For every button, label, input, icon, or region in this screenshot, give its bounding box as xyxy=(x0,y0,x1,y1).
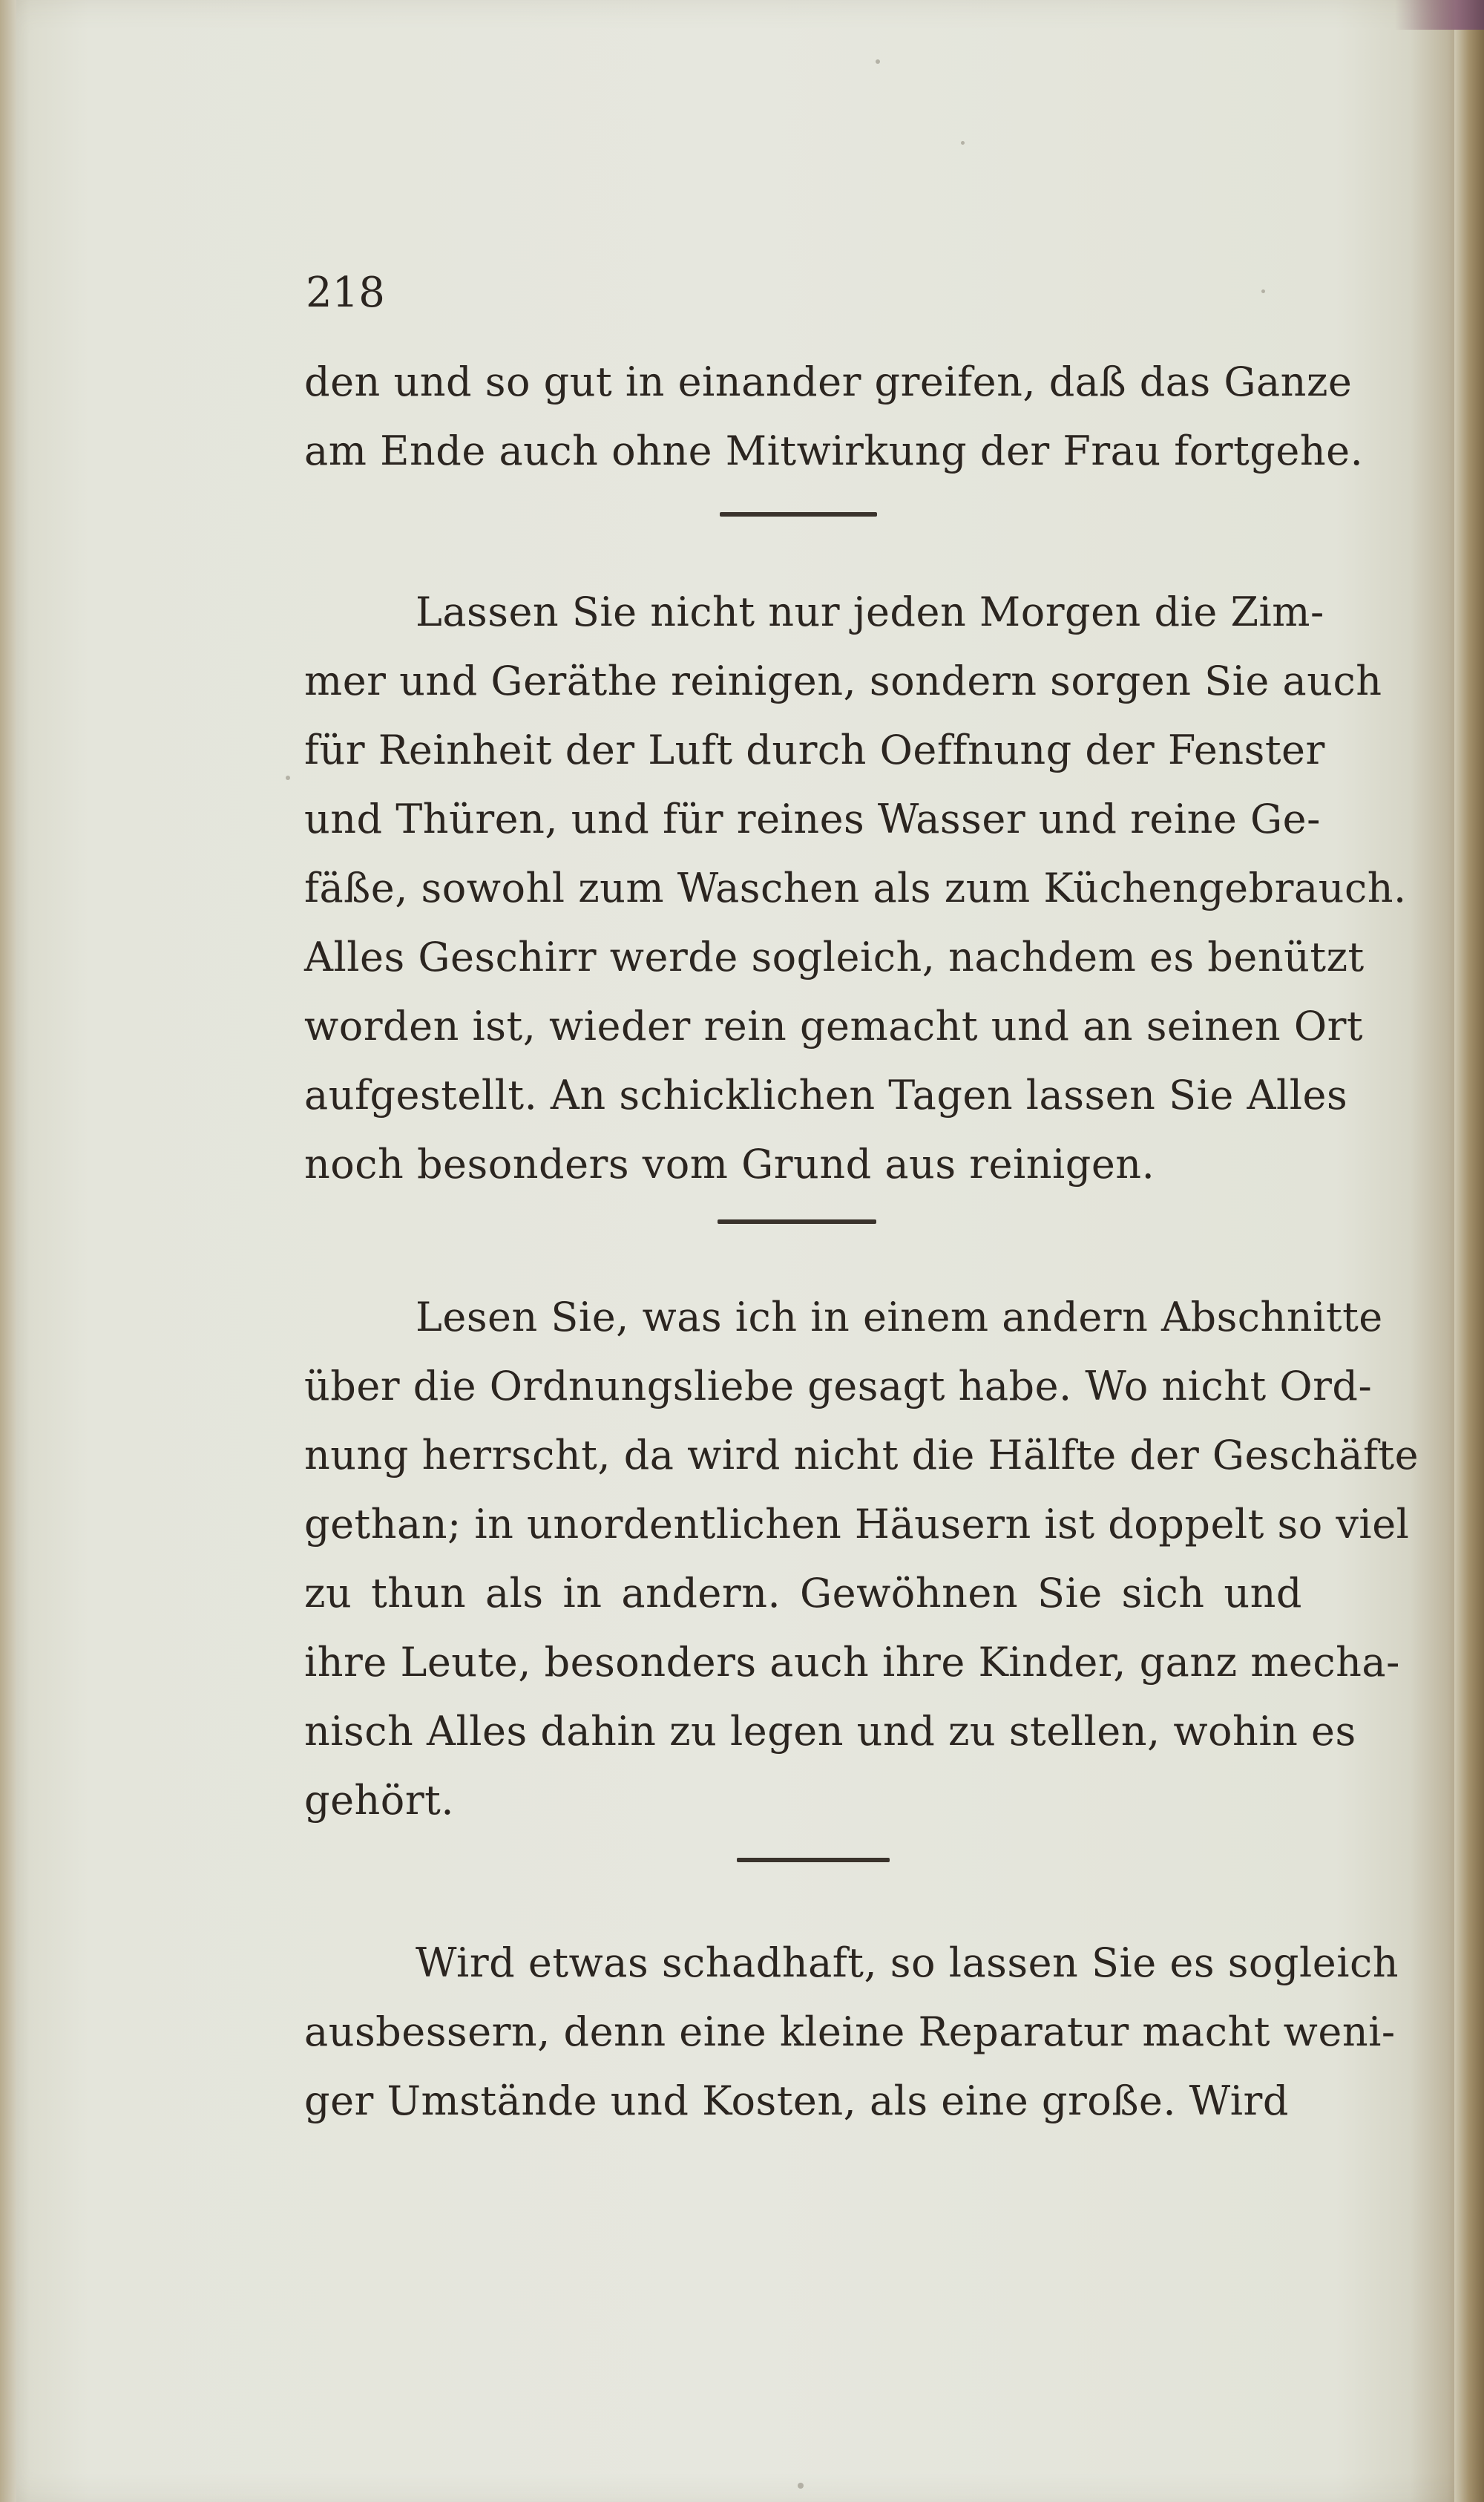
paper-speck xyxy=(798,2483,804,2489)
section-divider xyxy=(720,512,877,517)
text-line: und Thüren, und für reines Wasser und reine Ge- xyxy=(304,796,1321,842)
text-line: ihre Leute, besonders auch ihre Kinder, ganz mecha- xyxy=(304,1639,1400,1686)
text-line: Alles Geschirr werde sogleich, nachdem es benützt xyxy=(304,934,1365,980)
text-line: aufgestellt. An schicklichen Tagen lassen Sie Alles xyxy=(304,1072,1348,1119)
text-line: den und so gut in einander greifen, daß das Ganze xyxy=(304,358,1353,405)
text-line: ausbessern, denn eine kleine Reparatur macht weni- xyxy=(304,2008,1396,2055)
text-line: Lesen Sie, was ich in einem andern Abschnitte xyxy=(416,1294,1383,1340)
text-line: am Ende auch ohne Mitwirkung der Frau fortgehe. xyxy=(304,428,1364,474)
section-divider xyxy=(737,1858,890,1862)
text-line: gehört. xyxy=(304,1777,454,1824)
text-line: ger Umstände und Kosten, als eine große. Wird xyxy=(304,2077,1289,2124)
text-line: noch besonders vom Grund aus reinigen. xyxy=(304,1141,1155,1188)
text-line: mer und Geräthe reinigen, sondern sorgen Sie auch xyxy=(304,658,1382,704)
paper-speck xyxy=(286,776,290,780)
section-divider xyxy=(718,1219,876,1224)
text-line: gethan; in unordentlichen Häusern ist doppelt so viel xyxy=(304,1501,1410,1548)
book-edge-corner xyxy=(1395,0,1484,30)
text-line: zu thun als in andern. Gewöhnen Sie sich und xyxy=(304,1570,1302,1617)
text-line: nung herrscht, da wird nicht die Hälfte der Geschäfte xyxy=(304,1432,1419,1478)
text-line: worden ist, wieder rein gemacht und an seinen Ort xyxy=(304,1003,1364,1049)
text-line: für Reinheit der Luft durch Oeffnung der Fenster xyxy=(304,727,1325,773)
text-line: fäße, sowohl zum Waschen als zum Küchengebrauch. xyxy=(304,865,1407,911)
text-line: Lassen Sie nicht nur jeden Morgen die Zim- xyxy=(416,589,1324,635)
book-edge-strip xyxy=(1454,0,1484,2502)
paper-speck xyxy=(1261,289,1265,293)
paper-speck xyxy=(876,59,880,64)
paper-speck xyxy=(961,141,965,145)
text-line: über die Ordnungsliebe gesagt habe. Wo nicht Ord- xyxy=(304,1363,1373,1409)
text-line: nisch Alles dahin zu legen und zu stellen, wohin es xyxy=(304,1708,1356,1755)
page-number: 218 xyxy=(306,269,385,317)
text-line: Wird etwas schadhaft, so lassen Sie es sogleich xyxy=(416,1939,1399,1986)
page-gutter-edge xyxy=(0,0,16,2502)
